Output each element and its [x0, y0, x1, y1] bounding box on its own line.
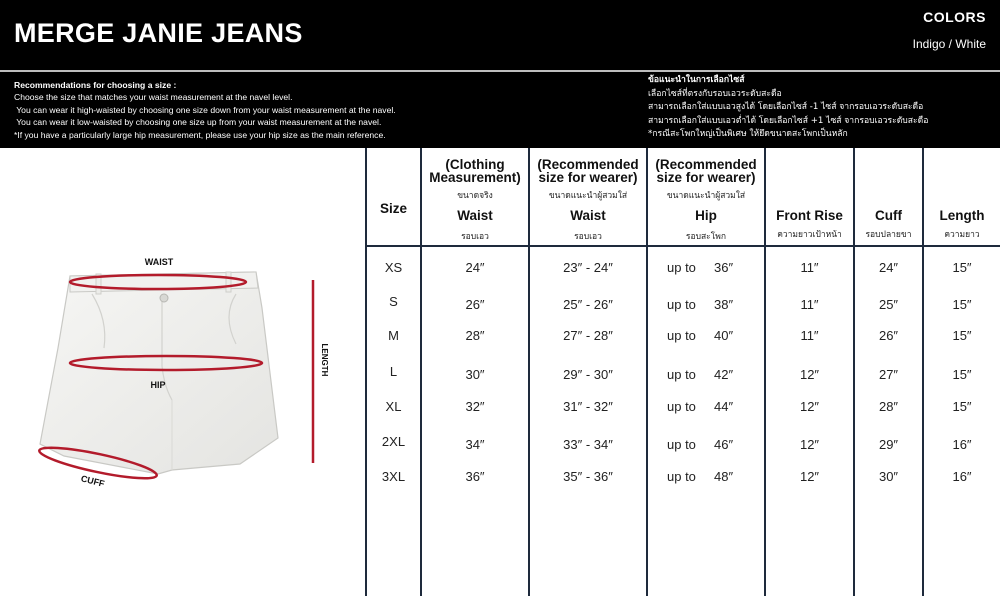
recommendations-title-thai: ข้อแนะนำในการเลือกไซส์	[648, 75, 745, 85]
recommendation-line-thai: เลือกไซส์ที่ตรงกับรอบเอวระดับสะดือ	[648, 88, 782, 99]
colors-value: Indigo / White	[912, 37, 986, 51]
recommendations-english	[14, 79, 396, 141]
cell-length: 15″	[952, 260, 972, 275]
cell-rec-waist: 27″ - 28″	[563, 328, 613, 343]
header-recommended-hip	[648, 150, 764, 245]
hip-prefix: up to	[667, 328, 696, 343]
hip-value: 36″	[714, 260, 734, 275]
recommendation-line-thai: สามารถเลือกใส่แบบเอวสูงได้ โดยเลือกไซส์ -1 ไซส์ จากรอบเอวระดับสะดือ	[648, 102, 924, 113]
header-paren: (Recommended size for wearer)	[655, 157, 757, 185]
header-paren-thai: ขนาดแนะนำผู้สวมใส่	[548, 191, 628, 201]
cell-hip	[667, 326, 757, 346]
hip-value: 44″	[714, 399, 734, 414]
brand-title: MERGE JANIE JEANS	[14, 18, 303, 48]
cell-waist: 32″	[465, 399, 485, 414]
header-main: Cuff	[875, 208, 902, 223]
cell-rec-waist: 35″ - 36″	[563, 469, 613, 484]
recommendation-line: You can wear it high-waisted by choosing one size down from your waist measurement at the navel.	[14, 104, 396, 115]
cell-front-rise: 11″	[800, 328, 819, 343]
cell-front-rise: 12″	[799, 367, 820, 382]
header-recommended-waist	[530, 150, 646, 245]
header-main-thai: รอบสะโพก	[685, 232, 727, 242]
hip-value: 38″	[714, 297, 734, 312]
header-clothing-waist	[422, 150, 528, 245]
header-length	[924, 150, 1000, 245]
hip-value: 42″	[714, 367, 734, 382]
header-paren-thai: ขนาดแนะนำผู้สวมใส่	[666, 191, 746, 201]
hip-prefix: up to	[667, 469, 696, 484]
cell-front-rise: 12″	[799, 437, 820, 452]
recommendations-panel	[0, 72, 1000, 148]
hip-prefix: up to	[667, 367, 696, 382]
cell-front-rise: 12″	[799, 399, 820, 414]
cell-front-rise: 11″	[800, 260, 819, 275]
cell-cuff: 27″	[878, 367, 899, 382]
header-main: Hip	[695, 208, 717, 223]
cell-cuff: 28″	[878, 399, 899, 414]
header-main: Waist	[457, 208, 493, 223]
cell-cuff: 24″	[878, 260, 899, 275]
shorts-illustration	[0, 148, 365, 600]
cell-hip	[667, 258, 757, 278]
cell-waist: 28″	[465, 328, 485, 343]
button-icon	[160, 294, 168, 302]
cell-size: 3XL	[381, 469, 406, 484]
recommendations-title: Recommendations for choosing a size :	[14, 80, 177, 90]
header-row-divider	[365, 245, 1000, 247]
header-main-thai: รอบเอว	[461, 232, 489, 242]
hip-prefix: up to	[667, 399, 696, 414]
header-main: Length	[939, 208, 985, 223]
cell-waist: 34″	[465, 437, 485, 452]
cell-front-rise: 11″	[800, 297, 819, 312]
shorts-diagram	[0, 148, 365, 600]
cell-size: 2XL	[381, 434, 406, 449]
recommendation-line-thai: สามารถเลือกใส่แบบเอวต่ำได้ โดยเลือกไซส์ +1 ไซส์ จากรอบเอวระดับสะดือ	[648, 115, 929, 126]
cell-hip	[667, 295, 757, 315]
hip-value: 46″	[714, 437, 734, 452]
recommendations-thai	[648, 74, 928, 142]
cell-rec-waist: 33″ - 34″	[563, 437, 613, 452]
cell-front-rise: 12″	[799, 469, 820, 484]
cell-cuff: 30″	[878, 469, 899, 484]
header-main-thai: ความยาว	[944, 230, 980, 240]
cell-rec-waist: 23″ - 24″	[563, 260, 613, 275]
cell-waist: 36″	[465, 469, 485, 484]
cell-length: 15″	[952, 328, 972, 343]
cell-hip	[667, 467, 757, 487]
waist-label: WAIST	[144, 257, 174, 267]
shorts-body	[40, 272, 278, 474]
header-cuff	[855, 150, 922, 245]
cell-length: 16″	[952, 437, 972, 452]
cell-size: L	[389, 364, 398, 379]
cell-hip	[667, 435, 757, 455]
cell-size: S	[389, 294, 398, 309]
cell-hip	[667, 397, 757, 417]
cell-rec-waist: 29″ - 30″	[563, 367, 613, 382]
header-paren: (Recommended size for wearer)	[537, 157, 639, 185]
cuff-label: CUFF	[79, 473, 106, 489]
cell-length: 15″	[952, 399, 972, 414]
cell-length: 15″	[952, 297, 972, 312]
hip-value: 48″	[714, 469, 734, 484]
cell-hip	[667, 365, 757, 385]
header-size	[367, 150, 420, 245]
hip-prefix: up to	[667, 297, 696, 312]
cell-size: XL	[385, 399, 402, 414]
cell-waist: 26″	[465, 297, 485, 312]
recommendation-line: You can wear it low-waisted by choosing one size up from your waist measurement at the navel.	[14, 117, 382, 128]
cell-size: XS	[384, 260, 403, 275]
header-main-thai: รอบปลายขา	[865, 230, 912, 240]
cell-waist: 30″	[465, 367, 485, 382]
header-bar	[0, 0, 1000, 70]
cell-cuff: 29″	[878, 437, 899, 452]
header-front-rise	[766, 150, 853, 245]
cell-length: 15″	[952, 367, 972, 382]
cell-waist: 24″	[465, 260, 485, 275]
cell-cuff: 26″	[878, 328, 899, 343]
header-main: Front Rise	[776, 208, 843, 223]
cell-rec-waist: 25″ - 26″	[563, 297, 613, 312]
cell-length: 16″	[952, 469, 972, 484]
hip-prefix: up to	[667, 437, 696, 452]
cell-rec-waist: 31″ - 32″	[563, 399, 613, 414]
hip-label: HIP	[150, 380, 166, 390]
cell-size: M	[388, 328, 399, 343]
length-label: LENGTH	[320, 343, 329, 377]
hip-value: 40″	[714, 328, 734, 343]
header-main: Waist	[570, 208, 606, 223]
recommendation-line: *If you have a particularly large hip measurement, please use your hip size as the main reference.	[14, 129, 386, 140]
header-main-thai: ความยาวเป้าหน้า	[777, 230, 842, 240]
recommendation-line: Choose the size that matches your waist measurement at the navel level.	[14, 92, 293, 103]
header-paren-thai: ขนาดจริง	[457, 191, 493, 201]
cell-cuff: 25″	[878, 297, 899, 312]
colors-title: COLORS	[923, 9, 986, 25]
header-paren: (Clothing Measurement)	[429, 157, 521, 185]
header-size-label: Size	[379, 201, 407, 216]
recommendation-line-thai: *กรณีสะโพกใหญ่เป็นพิเศษ ให้ยึดขนาดสะโพกเป็นหลัก	[648, 129, 848, 140]
header-main-thai: รอบเอว	[574, 232, 602, 242]
hip-prefix: up to	[667, 260, 696, 275]
